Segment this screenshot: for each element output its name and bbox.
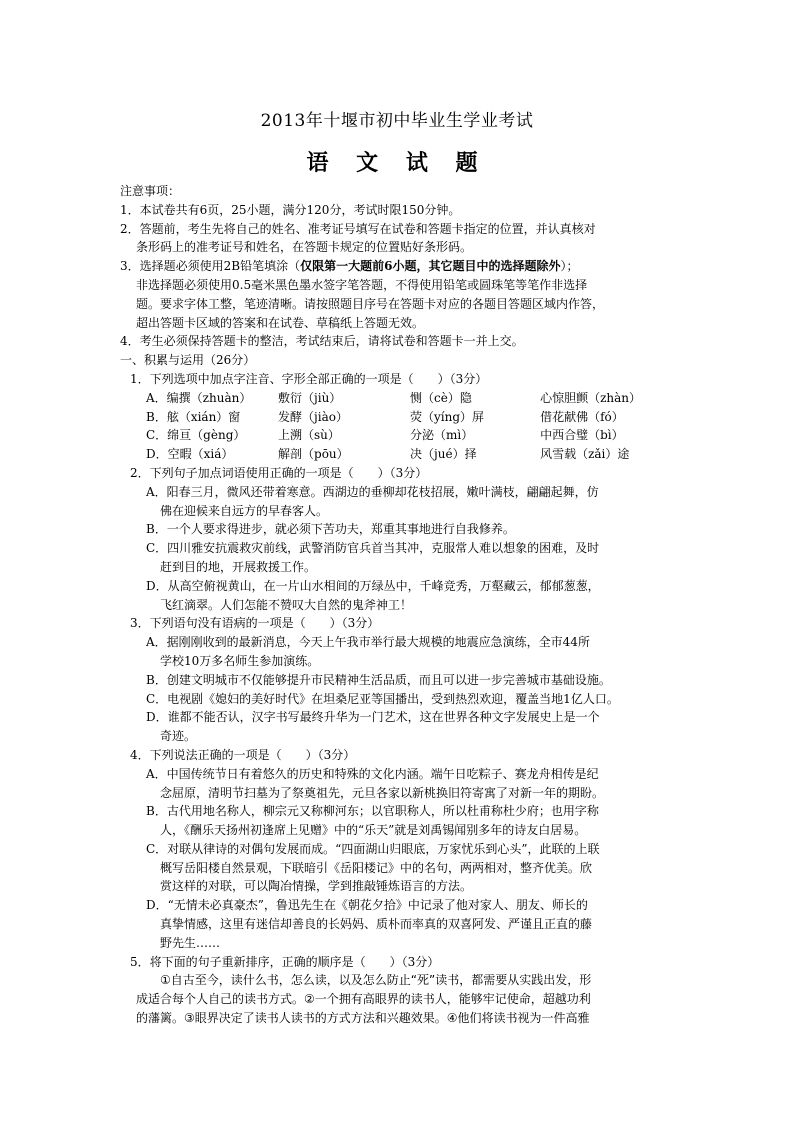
question-4-option-d: D．“无情未必真豪杰”，鲁迅先生在《朝花夕拾》中记录了他对家人、朋友、师长的 bbox=[146, 898, 588, 913]
question-4-option-a: A．中国传统节日有着悠久的历史和特殊的文化内涵。端午日吃粽子、赛龙舟相传是纪 bbox=[146, 766, 599, 781]
option-cell: 决（jué）择 bbox=[410, 447, 477, 462]
section-heading: 一、积累与运用（26分） bbox=[120, 353, 256, 368]
option-cell: 分泌（mì） bbox=[410, 428, 474, 443]
question-1-option-b bbox=[120, 408, 678, 427]
question-2-stem: 2．下列句子加点词语使用正确的一项是（ ）（3分） bbox=[130, 465, 428, 480]
question-3-option-b: B．创建文明城市不仅能够提升市民精神生活品质，而且可以进一步完善城市基础设施。 bbox=[146, 672, 611, 687]
notice-heading: 注意事项： bbox=[120, 184, 181, 198]
notice-item-3-post: ）； bbox=[560, 259, 579, 274]
question-3-option-c: C．电视剧《媳妇的美好时代》在坦桑尼亚等国播出，受到热烈欢迎，覆盖当地1亿人口。 bbox=[146, 691, 619, 706]
option-cell: 荧（yíng）屏 bbox=[410, 409, 485, 424]
option-cell: 上溯（sù） bbox=[278, 428, 340, 443]
notice-item-3-line-1 bbox=[120, 257, 678, 276]
question-4-option-b-cont: 人，《酬乐天扬州初逢席上见赠》中的“乐天”就是刘禹锡闻别多年的诗友白居易。 bbox=[160, 823, 587, 838]
option-cell: 风雪载（zǎi）途 bbox=[540, 447, 630, 462]
question-3-option-d-cont: 奇迹。 bbox=[160, 729, 197, 744]
option-cell: B．舷（xián）窗 bbox=[146, 409, 241, 424]
question-4-option-c-cont: 概写岳阳楼自然景观，下联暗引《岳阳楼记》中的名句，两两相对，整齐优美。欣 bbox=[160, 860, 593, 875]
option-cell: 恻（cè）隐 bbox=[410, 390, 472, 405]
question-4-option-c: C．对联从律诗的对偶句发展而成。“四面湖山归眼底，万家忧乐到心头”，此联的上联 bbox=[146, 841, 600, 856]
question-3-stem: 3．下列语句没有语病的一项是（ ）（3分） bbox=[130, 616, 380, 631]
question-1-option-a bbox=[120, 389, 678, 408]
question-5-passage-line: ①自古至今，读什么书，怎么读，以及怎么防止“死”读书，都需要从实践出发，形 bbox=[160, 973, 592, 988]
notice-item-3-line-4: 超出答题卡区域的答案和在试卷、草稿纸上答题无效。 bbox=[136, 315, 425, 330]
question-1-option-c bbox=[120, 426, 678, 445]
option-cell: 借花献佛（fó） bbox=[540, 409, 624, 424]
question-2-option-b: B．一个人要求得进步，就必须下苦功夫，郑重其事地进行自我修养。 bbox=[146, 522, 515, 537]
question-2-option-d: D．从高空俯视黄山，在一片山水相间的万绿丛中，千峰竞秀，万壑藏云，郁郁葱葱， bbox=[146, 578, 600, 593]
question-2-option-a-cont: 佛在迎候来自远方的早春客人。 bbox=[160, 503, 329, 518]
option-cell: A．编撰（zhuàn） bbox=[146, 390, 252, 405]
question-4-option-d-cont: 野先生…… bbox=[160, 935, 221, 950]
question-5-stem: 5．将下面的句子重新排序，正确的顺序是（ ）（3分） bbox=[130, 954, 440, 969]
question-2-option-c: C．四川雅安抗震救灾前线，武警消防官兵首当其冲，克服常人难以想象的困难，及时 bbox=[146, 541, 600, 556]
subject-title: 语 文 试 题 bbox=[306, 150, 488, 176]
notice-item-2-line-2: 条形码上的准考证号和姓名，在答题卡规定的位置贴好条形码。 bbox=[136, 240, 473, 255]
notice-item-3-line-3: 题。要求字体工整，笔迹清晰。请按照题目序号在答题卡对应的各题目答题区域内作答， bbox=[136, 296, 605, 311]
question-3-option-a: A．据刚刚收到的最新消息，今天上午我市举行最大规模的地震应急演练，全市44所 bbox=[146, 635, 590, 650]
question-4-option-a-cont: 念屈原，清明节扫墓为了祭奠祖先，元旦各家以新桃换旧符寄寓了对新一年的期盼。 bbox=[160, 785, 605, 800]
question-4-option-c-cont: 赏这样的对联，可以陶冶情操，学到推敲锤炼语言的方法。 bbox=[160, 879, 473, 894]
question-5-passage-line: 的藩篱。③眼界决定了读书人读书的方式方法和兴趣效果。④他们将读书视为一件高雅 bbox=[136, 1011, 590, 1026]
exam-content bbox=[120, 182, 678, 1028]
question-3-option-a-cont: 学校10万多名师生参加演练。 bbox=[160, 653, 320, 668]
question-1-option-d bbox=[120, 445, 678, 464]
notice-item-2-line-1: 2．答题前，考生先将自己的姓名、准考证号填写在试卷和答题卡指定的位置，并认真核对 bbox=[120, 221, 596, 236]
option-cell: 敷衍（jiù） bbox=[278, 390, 342, 405]
option-cell: 解剖（pōu） bbox=[278, 447, 349, 462]
notice-item-3-pre: 3．选择题必须使用2B铅笔填涂（ bbox=[120, 259, 301, 274]
notice-item-4: 4．考生必须保持答题卡的整洁，考试结束后，请将试卷和答题卡一并上交。 bbox=[120, 334, 524, 349]
question-5-passage-line: 成适合每个人自己的读书方式。②一个拥有高眼界的读书人，能够牢记使命，超越功利 bbox=[136, 992, 591, 1007]
notice-item-1: 1．本试卷共有6页，25小题，满分120分，考试时限150分钟。 bbox=[120, 202, 461, 217]
question-2-option-a: A．阳春三月，微风还带着寒意。西湖边的垂柳却花枝招展，嫩叶满枝，翩翩起舞，仿 bbox=[146, 484, 599, 499]
option-cell: 发酵（jiào） bbox=[278, 409, 348, 424]
option-cell: D．空暇（xiá） bbox=[146, 447, 234, 462]
question-3-option-d: D．谁都不能否认，汉字书写最终升华为一门艺术，这在世界各种文字发展史上是一个 bbox=[146, 710, 600, 725]
question-1-stem: 1．下列选项中加点字注音、字形全部正确的一项是（ ）（3分） bbox=[130, 371, 488, 386]
option-cell: 心惊胆颤（zhàn） bbox=[540, 390, 642, 405]
exam-title: 2013年十堰市初中毕业生学业考试 bbox=[260, 111, 534, 131]
question-2-option-c-cont: 赶到目的地，开展救援工作。 bbox=[160, 559, 317, 574]
option-cell: C．绵亘（gèng） bbox=[146, 428, 246, 443]
notice-item-3-bold: 仅限第一大题前6小题，其它题目中的选择题除外 bbox=[300, 259, 561, 274]
question-4-stem: 4．下列说法正确的一项是（ ）（3分） bbox=[130, 747, 356, 762]
question-4-option-d-cont: 真挚情感，这里有迷信却善良的长妈妈、质朴而率真的双喜阿发、严谨且正直的藤 bbox=[160, 917, 593, 932]
notice-item-3-line-2: 非选择题必须使用0.5毫米黑色墨水签字笔答题，不得使用铅笔或圆珠笔等笔作非选择 bbox=[136, 277, 588, 292]
question-2-option-d-cont: 飞红滴翠。人们怎能不赞叹大自然的鬼斧神工！ bbox=[160, 597, 413, 612]
option-cell: 中西合璧（bì） bbox=[540, 428, 624, 443]
question-4-option-b: B．古代用地名称人，柳宗元又称柳河东；以官职称人，所以杜甫称杜少府；也用字称 bbox=[146, 804, 599, 819]
